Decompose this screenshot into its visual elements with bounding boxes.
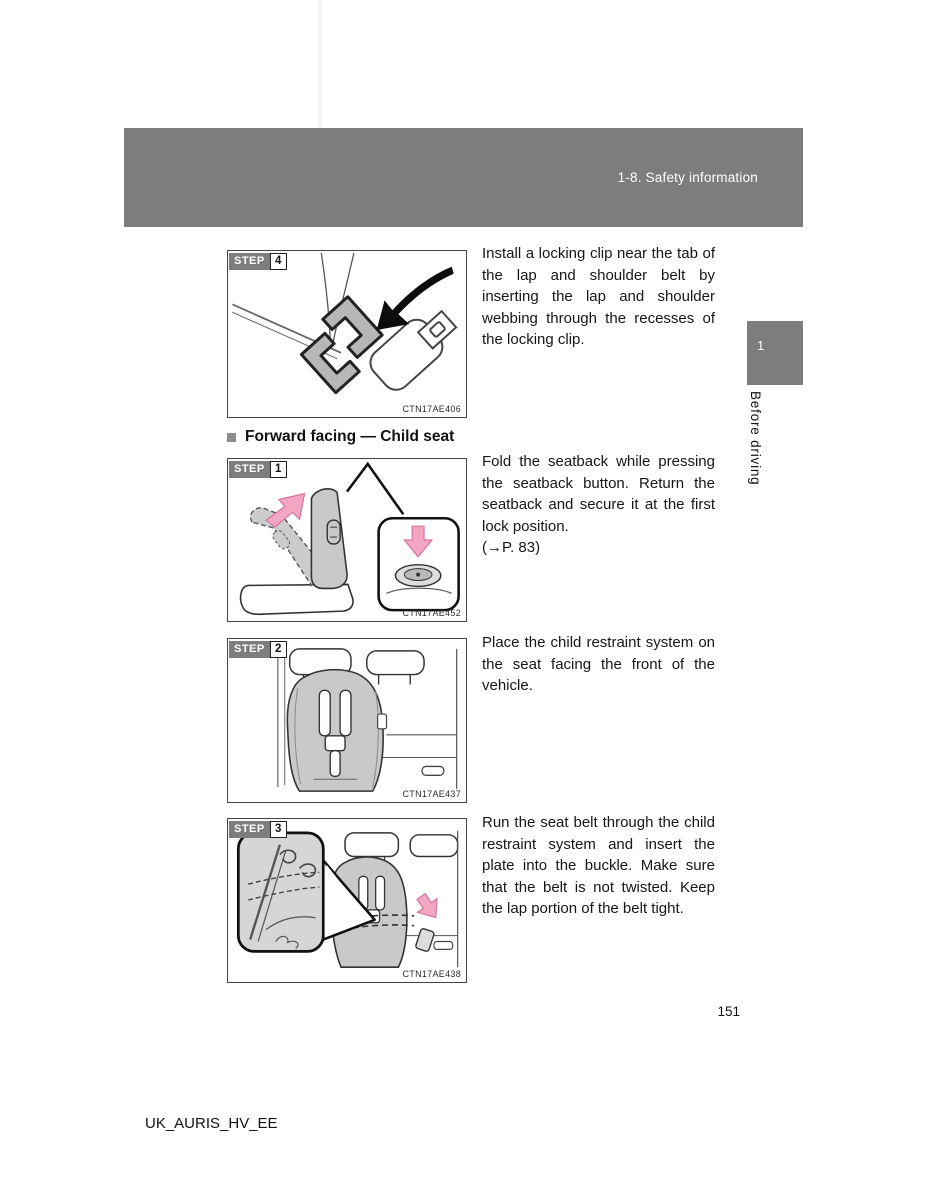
step-1-page-reference: (→P. 83) (482, 539, 541, 556)
step-4-text (482, 243, 715, 351)
step-badge-label: STEP (229, 253, 270, 270)
figure-step-1 (227, 458, 467, 622)
document-code: UK_AURIS_HV_EE (145, 1115, 278, 1132)
step-2-paragraph: Place the child restraint system on the seat facing the front of the vehicle. (482, 634, 715, 694)
figure-code: CTN17AE406 (402, 404, 461, 414)
step-badge (229, 821, 287, 838)
locking-clip-illustration (228, 251, 466, 417)
figure-step-2 (227, 638, 467, 803)
step-1-paragraph: Fold the seatback while pressing the seatback button. Return the seatback and secure it at the first lock position. (482, 453, 715, 535)
step-badge (229, 253, 287, 270)
step-badge-number: 3 (270, 821, 287, 838)
chapter-tab (747, 321, 803, 385)
figure-code: CTN17AE438 (402, 969, 461, 979)
figure-code: CTN17AE452 (402, 608, 461, 618)
step-4-paragraph: Install a locking clip near the tab of the lap and shoulder belt by inserting the lap and shoulder webbing through the recesses of the locking clip. (482, 245, 715, 348)
section-header-bar (124, 128, 803, 227)
chapter-number: 1 (757, 338, 765, 353)
chapter-label-vertical: Before driving (748, 391, 763, 486)
figure-step-3 (227, 818, 467, 983)
figure-code: CTN17AE437 (402, 789, 461, 799)
step-badge (229, 641, 287, 658)
step-badge-number: 4 (270, 253, 287, 270)
step-3-text (482, 812, 715, 920)
step-badge-label: STEP (229, 641, 270, 658)
step-1-text (482, 451, 715, 559)
child-seat-placement-illustration (228, 639, 466, 802)
step-3-paragraph: Run the seat belt through the child restraint system and insert the plate into the buckle. Make sure that the belt is not twisted. Keep the lap portion of the belt tight. (482, 814, 715, 917)
step-badge-number: 1 (270, 461, 287, 478)
page-number: 151 (717, 1004, 740, 1019)
page-fold-line (318, 0, 322, 128)
step-badge (229, 461, 287, 478)
figure-step-4 (227, 250, 467, 418)
step-badge-number: 2 (270, 641, 287, 658)
pink-arrow (411, 890, 445, 925)
section-heading-text: Forward facing — Child seat (245, 428, 455, 445)
section-title: 1-8. Safety information (617, 170, 758, 185)
seatback-fold-illustration (228, 459, 466, 621)
step-badge-label: STEP (229, 821, 270, 838)
belt-through-child-seat-illustration (228, 819, 466, 982)
step-2-text (482, 632, 715, 697)
section-heading (227, 428, 454, 446)
square-bullet-icon (227, 433, 236, 442)
step-badge-label: STEP (229, 461, 270, 478)
